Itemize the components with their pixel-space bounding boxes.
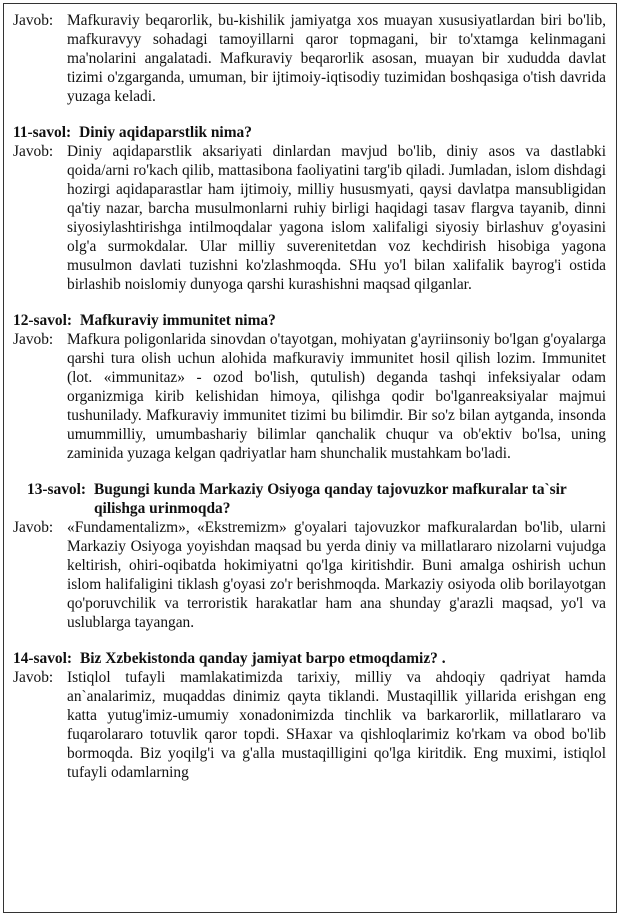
question-title: Biz Xzbekistonda qanday jamiyat barpo etmoqdamiz? . [80,650,446,667]
question-number: 12-savol: [13,312,72,329]
question-13 [13,480,606,518]
question-14 [13,649,606,668]
document-page [3,3,617,913]
question-title: Diniy aqidaparstlik nima? [79,124,252,141]
answer-12 [13,330,606,463]
answer-text: Mafkuraviy beqarorlik, bu-kishilik jamiyatga xos muayan xususiyatlardan biri bo'lib, mafkuravyy sohadagi tamoyillarni qaror topmagani, bir to'xtamga kelinmagani ma'nolarini angalatadi. Mafkuraviy beqarorlik asosan, muayan bir xududda davlat tizimi o'zgarganda, umuman, bir ijtimoiy-iqtisodiy tuzimidan boshqasiga o'tish davrida yuzaga keladi. [67,12,606,105]
answer-14 [13,668,606,782]
answer-text: Mafkura poligonlarida sinovdan o'tayotgan, mohiyatan g'ayriinsoniy bo'lgan g'oyalarga qarshi tura olish uchun alohida mafkuraviy immunitet hosil qilish lozim. Immunitet (lot. «immunitaz» - ozod bo'lish, qutulish) deganda tashqi infeksiyalar odam organizmiga kirib kelishidan himoya, qilishga qodir bo'lganreaksiyalar majmui tushunilady. Mafkuraviy immunitet tizimi bu bilimdir. Bir so'z bilan aytganda, insonda umummilliy, umumbashariy bilimlar qanchalik chuqur va ob'ektiv bo'lsa, uning zaminida yuzaga kelgan qadriyatlar ham shunchalik mustahkam bo'ladi. [67,331,606,462]
answer-text: «Fundamentalizm», «Ekstremizm» g'oyalari tajovuzkor mafkuralardan bo'lib, ularni Markaziy Osiyoga yoyishdan maqsad bu yerda diniy va millatlararo nizolarni vujudga keltirish, ohiri-oqibatda hokimiyatni qo'lga kiritishdir. Buni amalga oshirish uchun islom halifaligini tiklash g'oyasi zo'r berishmoqda. Markaziy osiyoda olib borilayotgan qo'poruvchilik va terroristik harakatlar ham ana shunday g'arazli maqsad, yo'l va uslublarga tayangan. [67,519,606,631]
answer-text: Istiqlol tufayli mamlakatimizda tarixiy, milliy va ahdoqiy qadriyat hamda an`analarimiz, muqaddas dinimiz qayta tiklandi. Mustaqillik yillarida erishgan eng katta yutug'imiz-umumiy xonadonimizda tinchlik va barkarorlik, millatlararo va fuqarolararo totuvlik qaror topdi. SHaxar va qishloqlarimiz ko'rkam va obod bo'lib bormoqda. Biz yoqilg'i va g'alla mustaqilligini qo'lga kiritdik. Eng muximi, istiqlol tufayli odamlarning [67,669,606,781]
question-title: Mafkuraviy immunitet nima? [80,312,276,329]
answer-10 [13,11,606,106]
question-number: 13-savol: [27,481,86,498]
question-number: 11-savol: [13,124,72,141]
answer-label: Javob: [13,519,54,536]
answer-11 [13,142,606,294]
question-12 [13,311,606,330]
document-content [13,11,606,782]
question-11 [13,123,606,142]
question-title: Bugungi kunda Markaziy Osiyoga qanday tajovuzkor mafkuralar ta`sir qilishga urinmoqda? [94,481,567,517]
answer-label: Javob: [13,12,54,29]
answer-label: Javob: [13,331,54,348]
answer-13 [13,518,606,632]
question-number: 14-savol: [13,650,72,667]
answer-text: Diniy aqidaparstlik aksariyati dinlardan mavjud bo'lib, diniy asos va dastlabki qoida/arni ro'kach qilib, mattasibona faoliyatini targ'ib qiladi. Jumladan, islom dishdagi hozirgi aqidaparastlar ham ijtimoiy, milliy hususmyati, qaysi davlatpa mansubligidan qa'tiy nazar, barcha musulmonlarni ruhiy birligi haqidagi tasav flargva tayanib, dinni siyosiylashtirishga intilmoqdalar yagona islom xalifaligi siyosiy birlashuv g'oyasini olg'a surmokdalar. Ular milliy suverenitetdan voz kechdirish hisobiga yagona musulmon davlati tuzishni ko'zlashmoqda. SHu yo'l bilan xalifalik bayrog'i ostida birlashib noislomiy dunyoga qarshi kurashishni maqsad qilganlar. [67,143,606,293]
answer-label: Javob: [13,143,54,160]
answer-label: Javob: [13,669,54,686]
